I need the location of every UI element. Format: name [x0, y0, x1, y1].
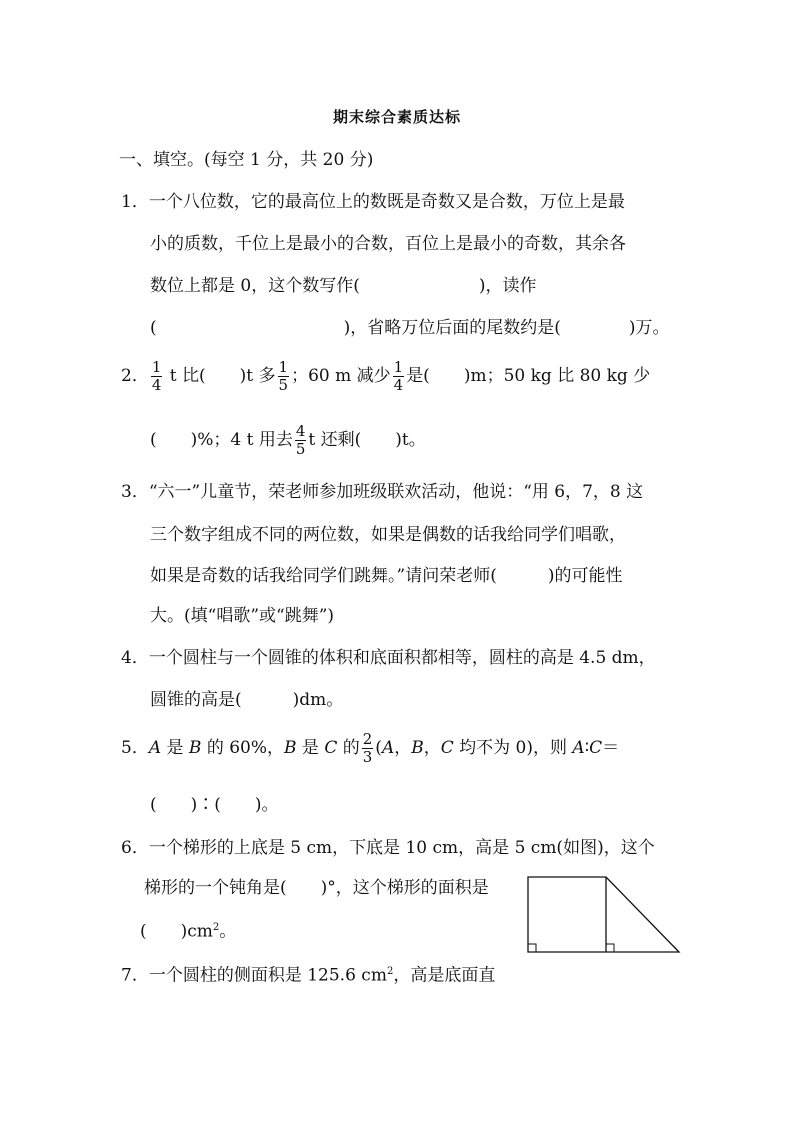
q7-line-1: 7．一个圆柱的侧面积是 125.6 $cm^2$，高是底面直 [121, 965, 496, 986]
q2-text-1: t 比( )t 多 [169, 366, 276, 386]
q3-line-4: 大。(填“唱歌”或“跳舞”) [150, 606, 335, 626]
q5-line-1: 5．A 是 B 的 60%，B 是 C 的 $\frac{2}{3}$ (A，B，C 均不为 0)，则 A∶C＝ [121, 730, 620, 766]
q3-line-2: 三个数字组成不同的两位数，如果是偶数的话我给同学们唱歌， [150, 525, 626, 545]
q2-number: 2． [121, 366, 149, 386]
q5-line-2: ( )∶( )。 [150, 795, 279, 815]
q2-fraction-1: $\frac{1}{4}$ [151, 358, 162, 394]
q2-text-3: 是( )m；50 kg 比 80 kg 少 [406, 366, 651, 386]
q3-line-1 [121, 482, 643, 502]
q7-number: 7． [121, 965, 149, 986]
trapezoid-figure [525, 874, 685, 956]
q2-text-4: ( )%；4 t 用去 [150, 430, 293, 450]
q2-line-2 [150, 420, 426, 460]
q5-fraction: $\frac{2}{3}$ [362, 730, 373, 766]
q2-line-1 [121, 356, 650, 396]
q1-text-1: 一个八位数，它的最高位上的数既是奇数又是合数，万位上是最 [148, 192, 625, 212]
q1-line-1 [121, 192, 625, 212]
q1-line-2: 小的质数，千位上是最小的合数，百位上是最小的奇数，其余各 [150, 234, 626, 254]
q4-number: 4． [121, 648, 149, 668]
q2-fraction-2: $\frac{1}{5}$ [278, 358, 289, 394]
q4-line-2: 圆锥的高是( )dm。 [150, 690, 344, 710]
q1-line-4: ( )，省略万位后面的尾数约是( )万。 [150, 318, 670, 338]
q6-text-1: 一个梯形的上底是 5 cm，下底是 10 cm，高是 5 cm(如图)，这个 [148, 838, 655, 858]
q6-line-1 [121, 838, 655, 858]
q1-line-3: 数位上都是 0，这个数写作( )，读作 [150, 276, 537, 296]
q4-text-1: 一个圆柱与一个圆锥的体积和底面积都相等，圆柱的高是 4.5 dm， [148, 648, 656, 668]
section-heading: 一、填空。(每空 1 分，共 20 分) [119, 150, 374, 170]
q2-text-2: ；60 m 减少 [291, 366, 391, 386]
q2-fraction-3: $\frac{1}{4}$ [393, 358, 404, 394]
q3-line-3: 如果是奇数的话我给同学们跳舞。”请问荣老师( )的可能性 [150, 566, 623, 586]
q2-fraction-4: $\frac{4}{5}$ [295, 422, 306, 458]
q6-line-3: ( )$cm^2$。 [140, 921, 237, 942]
q6-line-2: 梯形的一个钝角是( )°，这个梯形的面积是 [144, 878, 489, 898]
q5-number: 5． [121, 738, 149, 758]
page-title: 期末综合素质达标 [332, 108, 461, 126]
q3-text-1: “六一”儿童节，荣老师参加班级联欢活动，他说：“用 6，7，8 这 [148, 482, 644, 502]
q3-number: 3． [121, 482, 149, 502]
q1-number: 1． [121, 192, 149, 212]
q2-text-5: t 还剩( )t。 [308, 430, 426, 450]
q6-number: 6． [121, 838, 149, 858]
q4-line-1 [121, 648, 656, 668]
